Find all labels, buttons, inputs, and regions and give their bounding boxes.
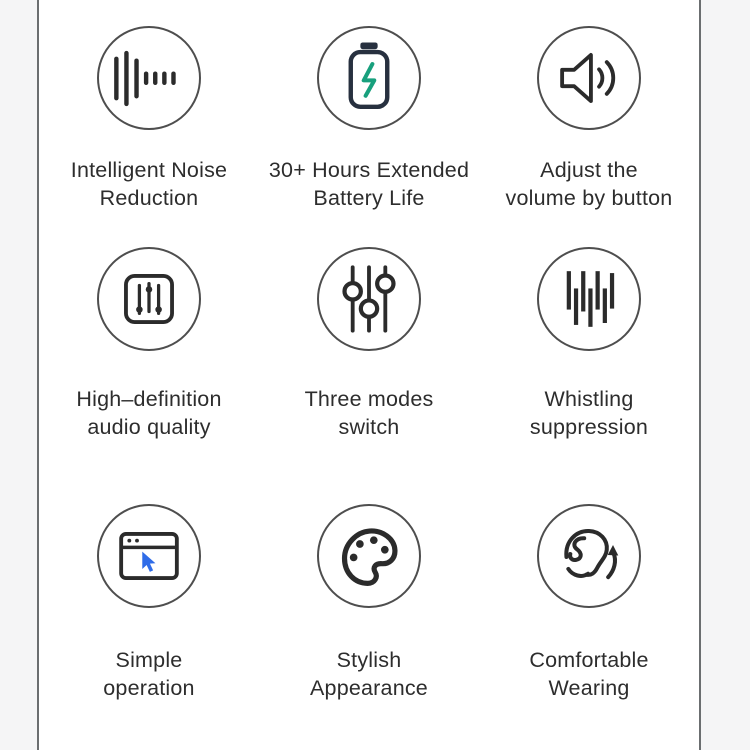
browser-cursor-icon — [101, 508, 197, 604]
feature-intelligent-noise-reduction — [39, 26, 259, 247]
feature-label — [310, 646, 428, 702]
feature-comfortable-wearing — [479, 504, 699, 750]
icon-circle — [317, 26, 421, 130]
feature-panel — [37, 0, 701, 750]
feature-battery-life — [259, 26, 479, 247]
feature-label — [529, 646, 648, 702]
feature-label-line: Whistling — [544, 387, 634, 411]
equalizer-sliders-icon — [101, 251, 197, 347]
feature-label — [530, 385, 648, 441]
battery-charging-icon — [321, 30, 417, 126]
feature-label-line: Reduction — [99, 186, 199, 210]
icon-circle — [317, 247, 421, 351]
feature-label — [76, 385, 221, 441]
icon-circle — [537, 504, 641, 608]
feature-label-line: Three modes — [304, 387, 434, 411]
feature-label-line: audio quality — [87, 415, 211, 439]
soundwave-icon — [101, 30, 197, 126]
feature-three-modes — [259, 247, 479, 504]
icon-circle — [97, 504, 201, 608]
feature-label — [71, 156, 227, 212]
feature-label-line: Intelligent Noise — [70, 158, 228, 182]
waveform-bars-icon — [541, 251, 637, 347]
icon-circle — [537, 247, 641, 351]
feature-label — [103, 646, 194, 702]
feature-label-line: 30+ Hours Extended — [268, 158, 470, 182]
feature-label-line: suppression — [529, 415, 649, 439]
feature-hd-audio — [39, 247, 259, 504]
icon-circle — [317, 504, 421, 608]
ear-arrow-icon — [541, 508, 637, 604]
icon-circle — [97, 247, 201, 351]
feature-volume-button — [479, 26, 699, 247]
feature-label-line: volume by button — [505, 186, 673, 210]
speaker-volume-icon — [541, 30, 637, 126]
icon-circle — [97, 26, 201, 130]
feature-label-line: Adjust the — [540, 158, 638, 182]
feature-label — [506, 156, 673, 212]
feature-label-line: Simple — [115, 648, 183, 672]
feature-label-line: Comfortable — [529, 648, 649, 672]
icon-circle — [537, 26, 641, 130]
mode-sliders-icon — [321, 251, 417, 347]
feature-label-line: Appearance — [310, 676, 428, 700]
feature-label-line: operation — [103, 676, 195, 700]
feature-label — [305, 385, 434, 441]
feature-label-line: Wearing — [548, 676, 630, 700]
feature-stylish-appearance — [259, 504, 479, 750]
feature-label-line: High–definition — [76, 387, 222, 411]
palette-icon — [321, 508, 417, 604]
feature-label-line: Battery Life — [313, 186, 425, 210]
feature-whistling-suppression — [479, 247, 699, 504]
feature-grid — [39, 0, 699, 750]
feature-label-line: Stylish — [336, 648, 402, 672]
feature-label — [269, 156, 469, 212]
feature-label-line: switch — [338, 415, 400, 439]
feature-simple-operation — [39, 504, 259, 750]
